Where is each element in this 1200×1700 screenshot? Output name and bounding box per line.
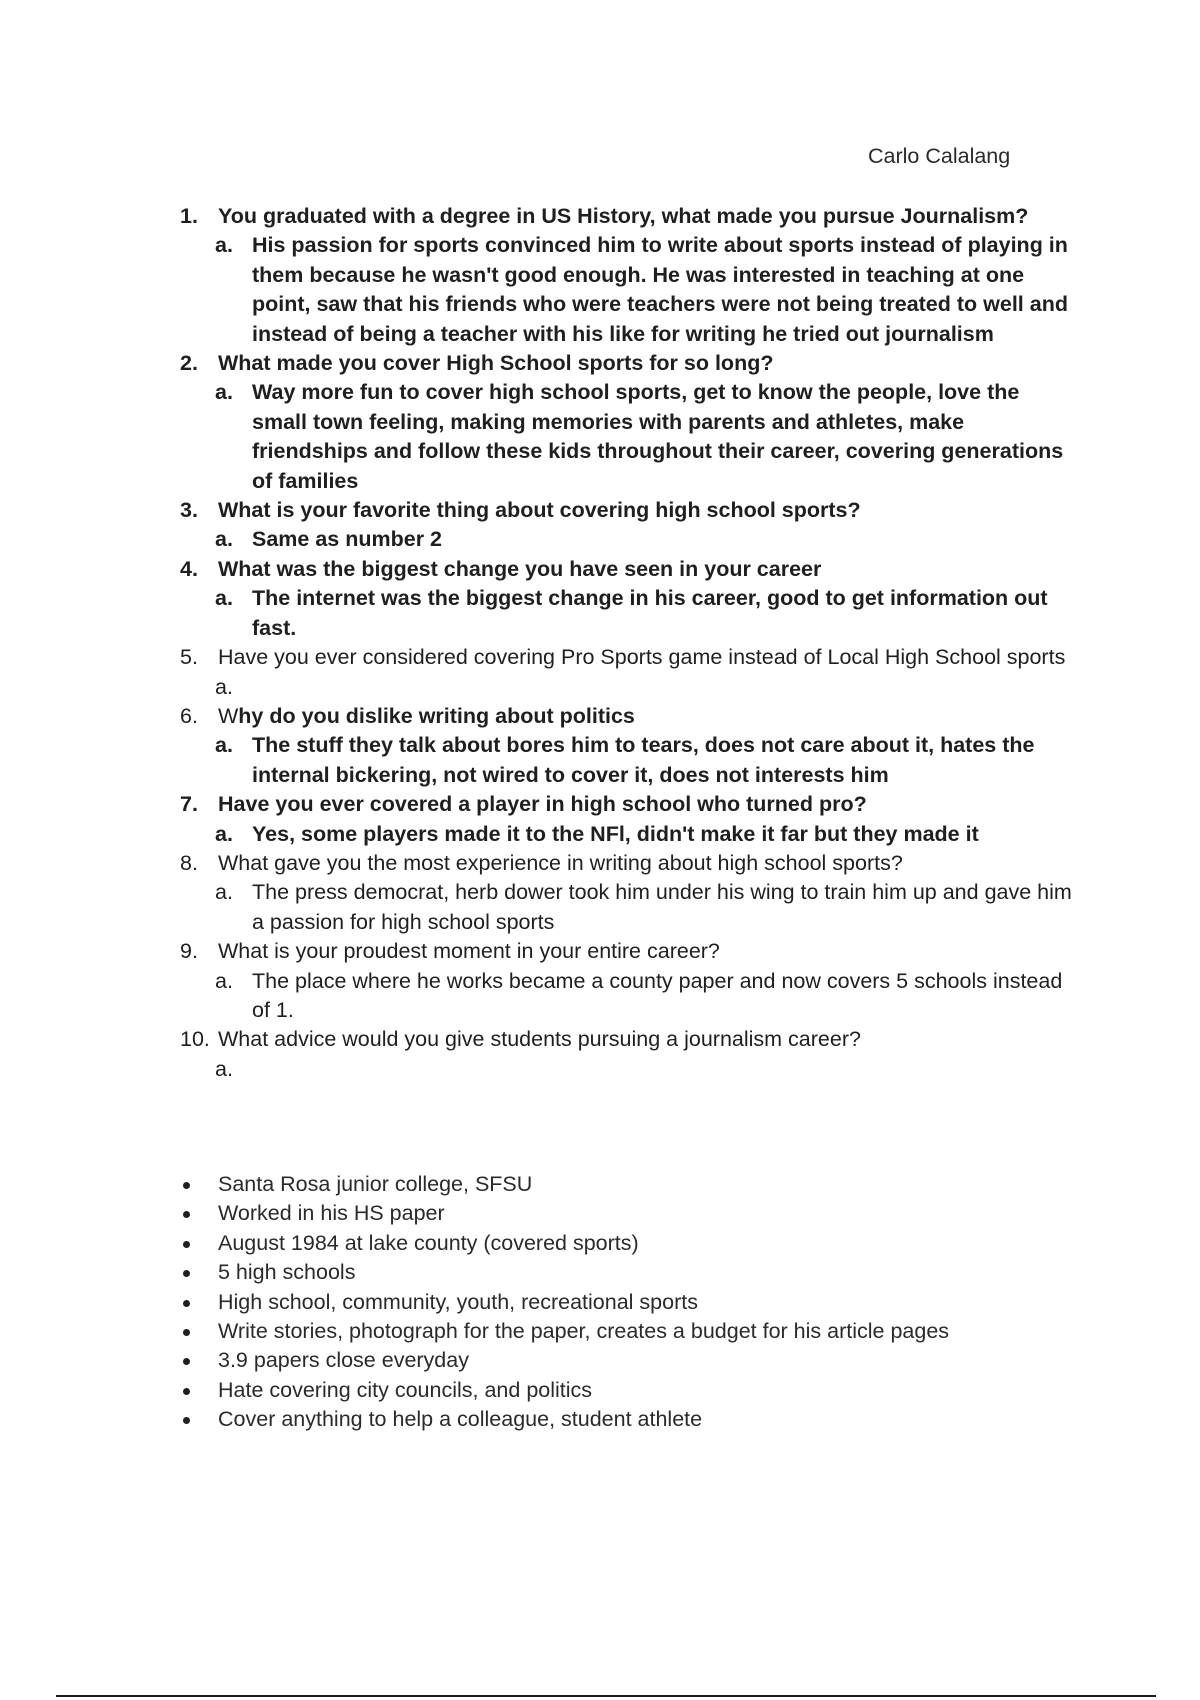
list-item xyxy=(180,1288,1080,1317)
answer-letter: a. xyxy=(215,586,233,611)
question-number: 10. xyxy=(180,1027,210,1052)
list-item xyxy=(180,1405,1080,1434)
question-text: Have you ever covered a player in high school who turned pro? xyxy=(218,792,867,817)
answer-letter: a. xyxy=(215,233,233,258)
note-text: August 1984 at lake county (covered sports) xyxy=(218,1230,639,1255)
answer-letter: a. xyxy=(215,1056,233,1081)
question-text: What advice would you give students pursuing a journalism career? xyxy=(218,1027,861,1052)
list-item xyxy=(180,1199,1080,1228)
answer-letter: a. xyxy=(215,380,233,405)
note-text: Write stories, photograph for the paper, creates a budget for his article pages xyxy=(218,1319,950,1344)
author-name: Carlo Calalang xyxy=(868,144,1011,168)
answer-letter: a. xyxy=(215,527,233,552)
note-text: Cover anything to help a colleague, student athlete xyxy=(218,1407,703,1432)
question-text: You graduated with a degree in US History, what made you pursue Journalism? xyxy=(218,204,1029,228)
question-text: What was the biggest change you have seen in your career xyxy=(218,556,822,581)
question-text: What made you cover High School sports for so long? xyxy=(218,351,774,376)
answer-letter: a. xyxy=(215,880,233,905)
list-item xyxy=(180,1317,1080,1346)
question-text-bold: hy do you dislike writing about politics xyxy=(238,703,635,728)
answer-text: The stuff they talk about bores him to tears, does not care about it, hates the internal bickering, not wired to cover it, does not interests him xyxy=(252,733,1035,787)
answer-item xyxy=(180,673,1080,702)
list-item xyxy=(180,1376,1080,1405)
bullet-icon xyxy=(183,1417,190,1424)
bullet-icon xyxy=(183,1182,190,1189)
answer-text: His passion for sports convinced him to write about sports instead of playing in them because he wasn't good enough. He was interested in teaching at one point, saw that his friends who were teachers were not being treated to well and instead of being a teacher with his like for writing he tried out journalism xyxy=(252,233,1068,346)
answer-text: The internet was the biggest change in his career, good to get information out fast. xyxy=(252,586,1048,640)
answer-text: Same as number 2 xyxy=(252,527,443,552)
question-text xyxy=(218,704,635,728)
question-number: 1. xyxy=(180,204,198,228)
list-item xyxy=(180,1229,1080,1258)
note-text: 5 high schools xyxy=(218,1260,356,1285)
note-text: Worked in his HS paper xyxy=(218,1201,445,1226)
question-number: 6. xyxy=(180,703,198,728)
note-text: High school, community, youth, recreational sports xyxy=(218,1289,698,1314)
bullet-icon xyxy=(183,1388,190,1395)
answer-text: The place where he works became a county paper and now covers 5 schools instead of 1. xyxy=(252,968,1063,1022)
answer-item xyxy=(180,584,1080,643)
bullet-icon xyxy=(183,1241,190,1248)
question-item xyxy=(180,496,1080,525)
question-item xyxy=(180,202,1080,231)
question-text-prefix: W xyxy=(218,703,239,728)
answer-item xyxy=(180,378,1080,496)
notes-bullet-list xyxy=(180,1170,1080,1435)
answer-text: Way more fun to cover high school sports, get to know the people, love the small town feeling, making memories with parents and athletes, make friendships and follow these kids throughout their career, covering generations of families xyxy=(252,380,1064,493)
note-text: 3.9 papers close everyday xyxy=(218,1348,469,1373)
question-item xyxy=(180,702,1080,731)
note-text: Hate covering city councils, and politics xyxy=(218,1377,593,1402)
question-number: 3. xyxy=(180,498,198,523)
question-number: 9. xyxy=(180,939,198,964)
answer-letter: a. xyxy=(215,674,233,699)
answer-text: The press democrat, herb dower took him under his wing to train him up and gave him a passion for high school sports xyxy=(252,880,1072,934)
note-text: Santa Rosa junior college, SFSU xyxy=(218,1172,533,1196)
list-item xyxy=(180,1346,1080,1375)
question-text: What is your proudest moment in your entire career? xyxy=(218,939,720,964)
bullet-icon xyxy=(183,1358,190,1365)
question-number: 4. xyxy=(180,556,198,581)
question-number: 7. xyxy=(180,792,198,817)
answer-text: Yes, some players made it to the NFl, didn't make it far but they made it xyxy=(252,821,979,846)
answer-item xyxy=(180,731,1080,790)
answer-item xyxy=(180,525,1080,554)
question-item xyxy=(180,849,1080,878)
answer-letter: a. xyxy=(215,733,233,758)
interview-questions-list xyxy=(180,202,1080,1084)
bullet-icon xyxy=(183,1329,190,1336)
answer-item xyxy=(180,1055,1080,1084)
bullet-icon xyxy=(183,1211,190,1218)
question-item xyxy=(180,937,1080,966)
question-item xyxy=(180,643,1080,672)
answer-letter: a. xyxy=(215,968,233,993)
answer-item xyxy=(180,231,1080,349)
question-number: 5. xyxy=(180,645,198,670)
question-item xyxy=(180,1025,1080,1054)
question-number: 8. xyxy=(180,850,198,875)
question-item xyxy=(180,349,1080,378)
question-item xyxy=(180,790,1080,819)
answer-letter: a. xyxy=(215,821,233,846)
question-text: What is your favorite thing about covering high school sports? xyxy=(218,498,861,523)
list-item xyxy=(180,1258,1080,1287)
question-number: 2. xyxy=(180,351,198,376)
question-item xyxy=(180,555,1080,584)
page-bottom-divider xyxy=(56,1695,1156,1697)
bullet-icon xyxy=(183,1300,190,1307)
question-text: What gave you the most experience in writing about high school sports? xyxy=(218,850,903,875)
answer-item xyxy=(180,878,1080,937)
bullet-icon xyxy=(183,1270,190,1277)
answer-item xyxy=(180,967,1080,1026)
answer-item xyxy=(180,820,1080,849)
list-item xyxy=(180,1170,1080,1199)
question-text: Have you ever considered covering Pro Sports game instead of Local High School sports xyxy=(218,645,1066,670)
